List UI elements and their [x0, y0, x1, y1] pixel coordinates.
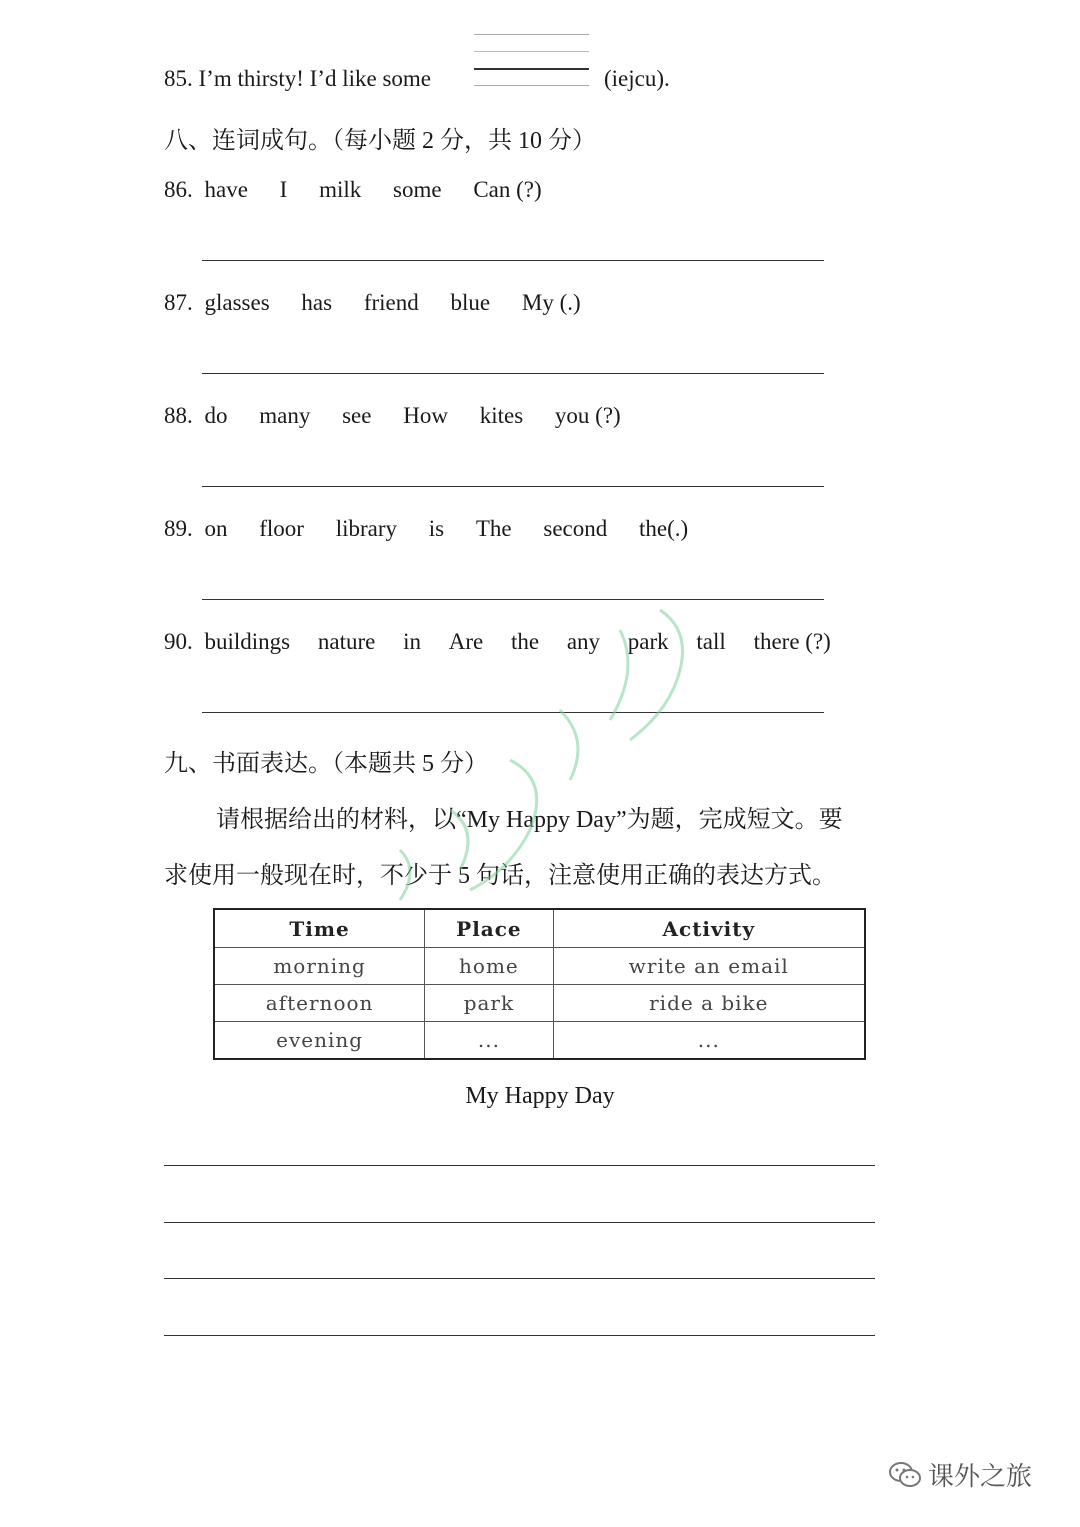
question-number: 87.: [164, 290, 193, 315]
header-place: Place: [425, 909, 553, 948]
word: the(.): [639, 516, 689, 541]
table-cell: ...: [553, 1022, 865, 1060]
table-cell: evening: [214, 1022, 425, 1060]
question-number: 88.: [164, 403, 193, 428]
word: The: [475, 516, 512, 541]
table-row: [214, 985, 865, 1022]
answer-line-85-guide-2: [474, 51, 589, 52]
word: My (.): [521, 290, 581, 315]
word: many: [259, 403, 311, 428]
word: in: [403, 629, 421, 654]
word: some: [393, 177, 442, 202]
word: do: [204, 403, 228, 428]
word: library: [335, 516, 398, 541]
word: park: [627, 629, 669, 654]
activity-table: [213, 908, 866, 1060]
table-cell: ...: [425, 1022, 553, 1060]
question-number: 86.: [164, 177, 193, 202]
table-header-row: [214, 909, 865, 948]
word: buildings: [204, 629, 291, 654]
question-86: [164, 177, 542, 203]
question-87: [164, 290, 581, 316]
table-cell: park: [425, 985, 553, 1022]
word: milk: [319, 177, 362, 202]
header-time: Time: [214, 909, 425, 948]
question-85-text: 85. I’m thirsty! I’d like some: [164, 66, 432, 91]
section-8-title: 八、连词成句。（每小题 2 分，共 10 分）: [164, 128, 596, 154]
table-cell: ride a bike: [553, 985, 865, 1022]
writing-line-2[interactable]: [164, 1222, 875, 1223]
word: has: [301, 290, 333, 315]
word: floor: [259, 516, 304, 541]
table-cell: afternoon: [214, 985, 425, 1022]
answer-line-87[interactable]: [202, 373, 824, 374]
word: on: [204, 516, 228, 541]
word: second: [543, 516, 608, 541]
answer-line-85-guide-1: [474, 34, 589, 35]
wechat-icon: [888, 1460, 922, 1490]
answer-line-89[interactable]: [202, 599, 824, 600]
question-number: 89.: [164, 516, 193, 541]
word: Can (?): [473, 177, 542, 202]
word: is: [428, 516, 445, 541]
word: glasses: [204, 290, 270, 315]
word: you (?): [554, 403, 621, 428]
question-89: [164, 516, 688, 542]
word: see: [342, 403, 372, 428]
table-row: [214, 1022, 865, 1060]
question-90: [164, 629, 831, 655]
answer-line-86[interactable]: [202, 260, 824, 261]
table-cell: home: [425, 948, 553, 985]
word: tall: [696, 629, 726, 654]
question-85-hint: (iejcu).: [604, 66, 670, 91]
table-cell: write an email: [553, 948, 865, 985]
word: friend: [363, 290, 419, 315]
word: the: [510, 629, 540, 654]
question-88: [164, 403, 621, 429]
header-activity: Activity: [553, 909, 865, 948]
question-number: 90.: [164, 629, 193, 654]
instruction-line-1: 请根据给出的材料，以“My Happy Day”为题，完成短文。要: [216, 807, 843, 833]
writing-line-1[interactable]: [164, 1165, 875, 1166]
word: there (?): [753, 629, 831, 654]
word: blue: [450, 290, 491, 315]
word: any: [566, 629, 601, 654]
answer-line-90[interactable]: [202, 712, 824, 713]
instruction-line-2: 求使用一般现在时，不少于 5 句话，注意使用正确的表达方式。: [164, 863, 836, 889]
essay-title: My Happy Day: [465, 1083, 615, 1109]
writing-line-4[interactable]: [164, 1335, 875, 1336]
answer-line-85-guide-3: [474, 85, 589, 86]
word: nature: [317, 629, 376, 654]
word: have: [204, 177, 248, 202]
word: kites: [479, 403, 524, 428]
answer-line-88[interactable]: [202, 486, 824, 487]
footer-brand-text: 课外之旅: [928, 1462, 1033, 1492]
writing-line-3[interactable]: [164, 1278, 875, 1279]
section-9-title: 九、书面表达。（本题共 5 分）: [164, 751, 488, 777]
word: Are: [448, 629, 484, 654]
word: How: [403, 403, 448, 428]
question-85: [164, 66, 431, 92]
table-cell: morning: [214, 948, 425, 985]
table-row: [214, 948, 865, 985]
footer-brand: [888, 1456, 1032, 1493]
word: I: [279, 177, 288, 202]
answer-line-85[interactable]: [474, 68, 589, 70]
